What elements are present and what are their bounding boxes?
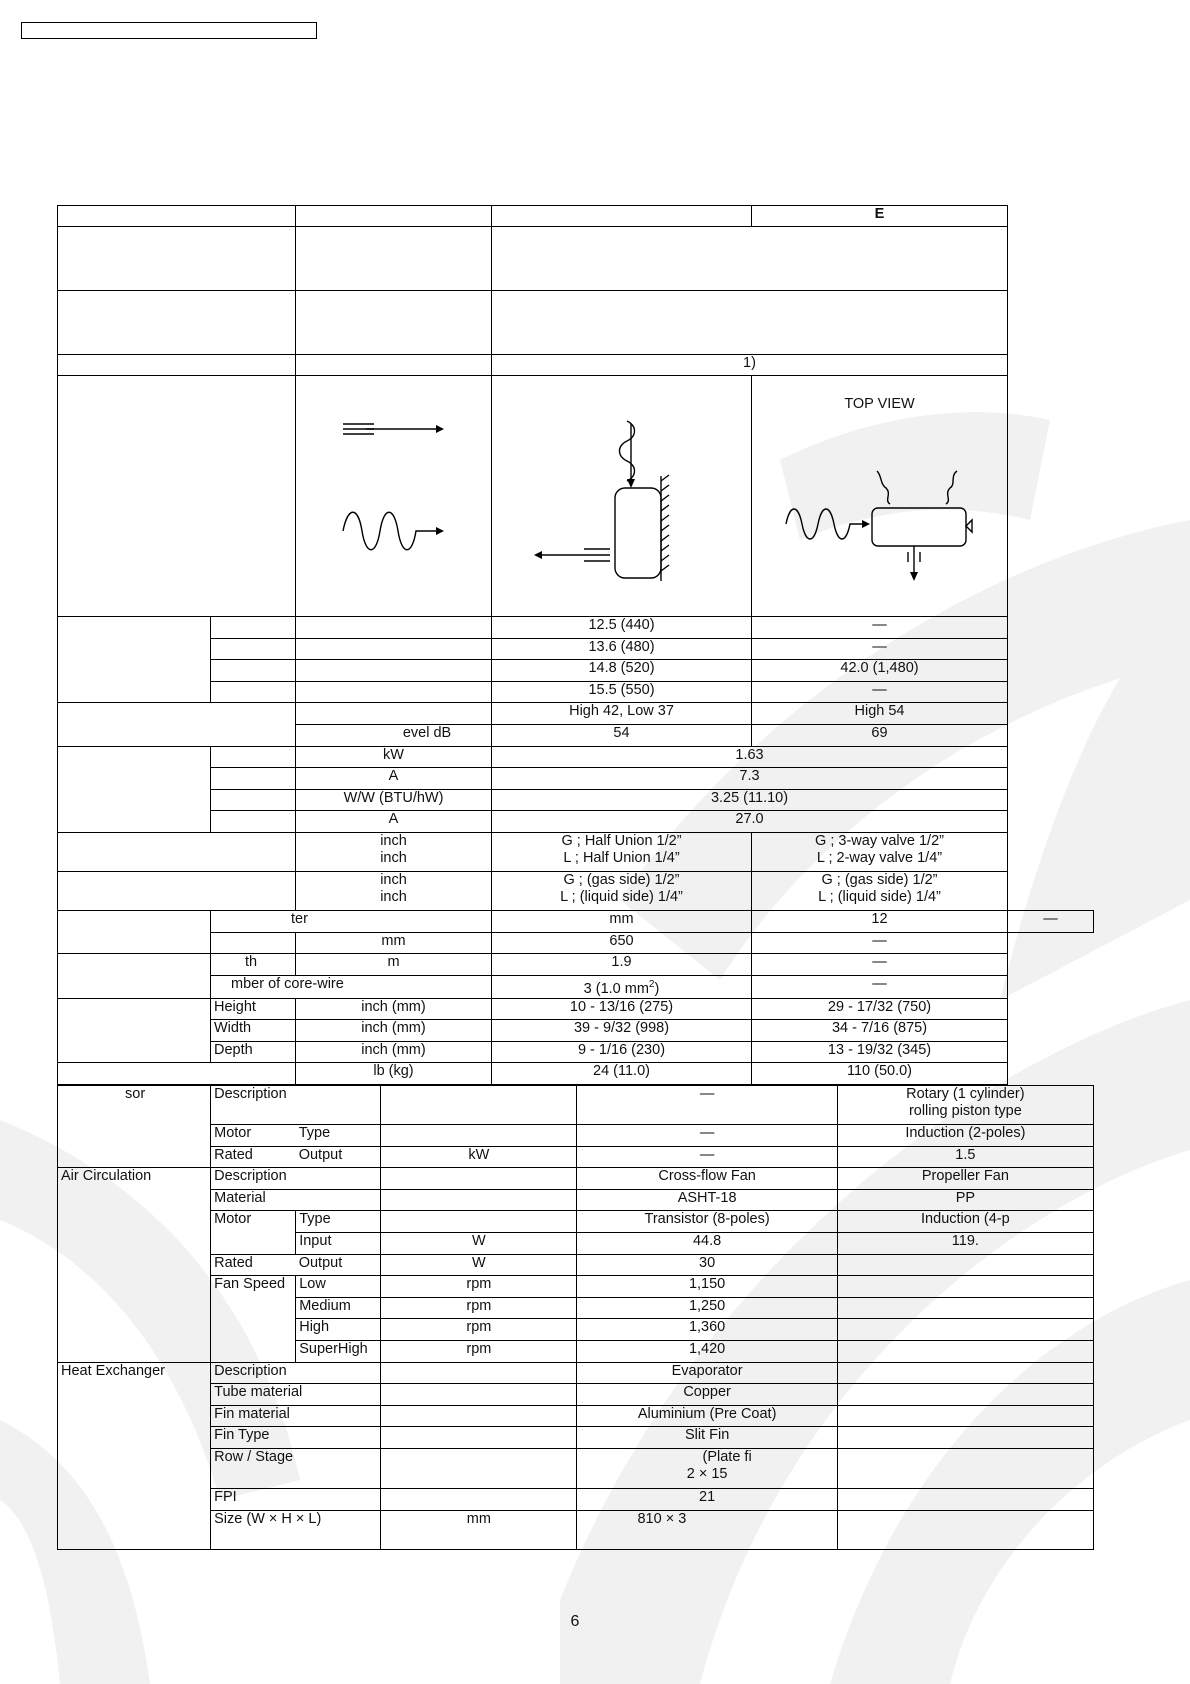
table-row [58, 660, 1094, 682]
cord-indoor-tail: ) [654, 980, 660, 997]
air-desc-label: Description [211, 1168, 381, 1190]
air-output-label: Output [296, 1254, 381, 1276]
noise-indoor: High 42, Low 37 [492, 703, 752, 725]
elec-unit: A [296, 768, 492, 790]
hx-size-indoor: 810 × 3 [577, 1510, 837, 1549]
pipe-size-outdoor-liquid: L ; (liquid side) 1/4” [818, 888, 941, 905]
table-row [58, 811, 1094, 833]
table-row [58, 291, 1094, 355]
dim-outdoor: 13 - 19/32 (345) [752, 1041, 1008, 1063]
table-row [58, 768, 1094, 790]
indoor-unit-diagram [492, 376, 752, 617]
fan-speed-name: SuperHigh [296, 1340, 381, 1362]
fan-speed-indoor: 1,360 [577, 1319, 837, 1341]
table-row [58, 1254, 1094, 1276]
air-input-outdoor: 119. [837, 1232, 1093, 1254]
table-row [58, 932, 1094, 954]
table-row [58, 998, 1094, 1020]
hx-size-unit: mm [381, 1510, 577, 1549]
fan-speed-indoor: 1,150 [577, 1276, 837, 1298]
fan-speed-indoor: 1,250 [577, 1297, 837, 1319]
comp-type-label: Type [296, 1125, 381, 1147]
hx-row-label: Fin material [211, 1405, 381, 1427]
pipe-size-indoor-liquid: L ; (liquid side) 1/4” [560, 888, 683, 905]
airflow-outdoor: — [752, 681, 1008, 703]
drain-indoor: 12 [752, 910, 1008, 932]
table-row [58, 1232, 1094, 1254]
elec-unit: kW [296, 746, 492, 768]
pipe-size-indoor-gas: G ; (gas side) 1/2” [563, 871, 680, 888]
air-input-unit: W [381, 1232, 577, 1254]
air-type-label: Type [296, 1211, 381, 1233]
table-row [58, 1510, 1094, 1549]
air-motor-indoor: Transistor (8-poles) [577, 1211, 837, 1233]
airflow-outdoor: 42.0 (1,480) [752, 660, 1008, 682]
comp-motor-outdoor: Induction (2-poles) [837, 1125, 1093, 1147]
table-row [58, 1189, 1094, 1211]
airflow-indoor: 14.8 (520) [492, 660, 752, 682]
table-row [58, 1168, 1094, 1190]
page-number: 6 [570, 1613, 580, 1630]
hx-fpi-label: FPI [211, 1488, 381, 1510]
air-motor-label: Motor [211, 1211, 296, 1233]
cord-indoor: 1.9 [492, 954, 752, 976]
table-row [58, 975, 1094, 998]
fan-speed-name: Medium [296, 1297, 381, 1319]
table-row [58, 617, 1094, 639]
hx-fpi-indoor: 21 [577, 1488, 837, 1510]
table-row [58, 1125, 1094, 1147]
spec-table [57, 205, 1094, 1085]
legend-diagram [296, 376, 492, 617]
power-level-unit: evel dB [296, 724, 492, 746]
top-view-label: TOP VIEW [844, 396, 915, 412]
table-row [58, 1146, 1094, 1168]
dim-indoor: 39 - 9/32 (998) [492, 1020, 752, 1042]
air-rated-label: Rated [211, 1254, 296, 1276]
table-row [58, 206, 1094, 227]
drain-outdoor: — [1008, 910, 1094, 932]
compressor-label: sor [58, 1086, 211, 1168]
piping-indoor-gas: G ; Half Union 1/2” [561, 832, 682, 849]
hx-row-indoor: Copper [577, 1384, 837, 1406]
air-input-label: Input [296, 1232, 381, 1254]
drain-unit: mm [492, 910, 752, 932]
cord-indoor: 3 (1.0 mm [583, 980, 649, 997]
air-material-label: Material [211, 1189, 381, 1211]
dim-unit: inch (mm) [296, 1020, 492, 1042]
hx-row-label: Fin Type [211, 1427, 381, 1449]
power-level-indoor: 54 [492, 724, 752, 746]
table-row [58, 1448, 1094, 1488]
elec-value: 3.25 (11.10) [492, 789, 1008, 811]
dim-label: Depth [211, 1041, 296, 1063]
fan-speed-name: Low [296, 1276, 381, 1298]
drain-indoor: 650 [492, 932, 752, 954]
condition-note: 1) [492, 355, 1008, 376]
dim-indoor: 10 - 13/16 (275) [492, 998, 752, 1020]
table-row [58, 832, 1094, 871]
airflow-indoor: 12.5 (440) [492, 617, 752, 639]
table-row [58, 1063, 1094, 1085]
fan-speed-unit: rpm [381, 1340, 577, 1362]
dim-indoor: 9 - 1/16 (230) [492, 1041, 752, 1063]
table-row [58, 355, 1094, 376]
comp-rated-indoor: — [577, 1146, 837, 1168]
header-box [21, 22, 317, 39]
table-row [58, 1488, 1094, 1510]
cord-sub-label: mber of core-wire [211, 975, 492, 998]
pipe-size-outdoor-gas: G ; (gas side) 1/2” [821, 871, 938, 888]
dim-label: Height [211, 998, 296, 1020]
hx-row-indoor: Slit Fin [577, 1427, 837, 1449]
air-output-indoor: 30 [577, 1254, 837, 1276]
weight-unit: lb (kg) [296, 1063, 492, 1085]
hx-row-stage-indoor: 2 × 15 [686, 1465, 728, 1482]
weight-indoor: 24 (11.0) [492, 1063, 752, 1085]
elec-unit: W/W (BTU/hW) [296, 789, 492, 811]
table-row [58, 954, 1094, 976]
piping-unit: inch [380, 849, 407, 866]
hx-size-label: Size (W × H × L) [211, 1510, 381, 1549]
cord-sub-label: th [211, 954, 296, 976]
air-material-indoor: ASHT-18 [577, 1189, 837, 1211]
elec-value: 1.63 [492, 746, 1008, 768]
airflow-outdoor: — [752, 638, 1008, 660]
table-row [58, 638, 1094, 660]
table-row [58, 703, 1094, 725]
table-row [58, 227, 1094, 291]
outdoor-column-mark: E [752, 206, 1008, 227]
airflow-outdoor: — [752, 617, 1008, 639]
airflow-indoor: 13.6 (480) [492, 638, 752, 660]
table-row [58, 1276, 1094, 1298]
dim-unit: inch (mm) [296, 1041, 492, 1063]
comp-desc-indoor: — [577, 1086, 837, 1125]
air-input-indoor: 44.8 [577, 1232, 837, 1254]
table-row [58, 1384, 1094, 1406]
pipe-size-unit: inch [380, 888, 407, 905]
dim-outdoor: 34 - 7/16 (875) [752, 1020, 1008, 1042]
fan-speed-name: High [296, 1319, 381, 1341]
fan-speed-indoor: 1,420 [577, 1340, 837, 1362]
comp-output-label: Output [296, 1146, 381, 1168]
cord-unit: m [296, 954, 492, 976]
table-row [58, 1041, 1094, 1063]
table-row [58, 910, 1094, 932]
comp-rated-label: Rated [211, 1146, 296, 1168]
fan-speed-unit: rpm [381, 1319, 577, 1341]
comp-rated-outdoor: 1.5 [837, 1146, 1093, 1168]
drain-outdoor: — [752, 932, 1008, 954]
fan-speed-unit: rpm [381, 1276, 577, 1298]
hx-row-stage-label: Row / Stage [211, 1448, 381, 1488]
cord-outdoor: — [752, 975, 1008, 998]
comp-motor-indoor: — [577, 1125, 837, 1147]
air-desc-outdoor: Propeller Fan [837, 1168, 1093, 1190]
air-circulation-label: Air Circulation [58, 1168, 211, 1362]
fan-speed-label: Fan Speed [211, 1276, 296, 1362]
weight-outdoor: 110 (50.0) [752, 1063, 1008, 1085]
table-row [58, 1362, 1094, 1384]
comp-desc-label: Description [211, 1086, 381, 1125]
pipe-size-unit: inch [380, 871, 407, 888]
elec-value: 7.3 [492, 768, 1008, 790]
table-row [58, 789, 1094, 811]
hx-row-indoor: Aluminium (Pre Coat) [577, 1405, 837, 1427]
hx-row-label: Tube material [211, 1384, 381, 1406]
dim-outdoor: 29 - 17/32 (750) [752, 998, 1008, 1020]
air-desc-indoor: Cross-flow Fan [577, 1168, 837, 1190]
heat-exchanger-label: Heat Exchanger [58, 1362, 211, 1549]
outdoor-unit-diagram [752, 376, 1008, 617]
air-output-unit: W [381, 1254, 577, 1276]
table-row [58, 376, 1094, 617]
power-level-outdoor: 69 [752, 724, 1008, 746]
hx-row-label: Description [211, 1362, 381, 1384]
table-row [58, 1020, 1094, 1042]
comp-desc-outdoor: rolling piston type [908, 1103, 1022, 1119]
table-row [58, 746, 1094, 768]
table-row [58, 681, 1094, 703]
air-motor-outdoor: Induction (4-p [837, 1211, 1093, 1233]
drain-sub-label: ter [211, 910, 492, 932]
fan-speed-unit: rpm [381, 1297, 577, 1319]
noise-outdoor: High 54 [752, 703, 1008, 725]
dim-label: Width [211, 1020, 296, 1042]
piping-unit: inch [380, 832, 407, 849]
comp-rated-unit: kW [381, 1146, 577, 1168]
table-row [58, 1211, 1094, 1233]
table-row [58, 871, 1094, 910]
table-row [58, 1405, 1094, 1427]
elec-unit: A [296, 811, 492, 833]
hx-row-stage-span: (Plate fi [702, 1448, 752, 1465]
elec-value: 27.0 [492, 811, 1008, 833]
table-row [58, 1427, 1094, 1449]
airflow-indoor: 15.5 (550) [492, 681, 752, 703]
air-material-outdoor: PP [837, 1189, 1093, 1211]
hx-row-indoor: Evaporator [577, 1362, 837, 1384]
cord-outdoor: — [752, 954, 1008, 976]
drain-unit: mm [296, 932, 492, 954]
comp-desc-outdoor: Rotary (1 cylinder) [906, 1086, 1025, 1102]
table-row [58, 1086, 1094, 1125]
dim-unit: inch (mm) [296, 998, 492, 1020]
comp-motor-label: Motor [211, 1125, 296, 1147]
piping-outdoor-liquid: L ; 2-way valve 1/4” [816, 849, 943, 866]
piping-indoor-liquid: L ; Half Union 1/4” [563, 849, 680, 866]
cord-indoor-sup: 2 [648, 978, 655, 990]
piping-outdoor-gas: G ; 3-way valve 1/2” [815, 832, 944, 849]
spec-table-components [57, 1085, 1094, 1550]
